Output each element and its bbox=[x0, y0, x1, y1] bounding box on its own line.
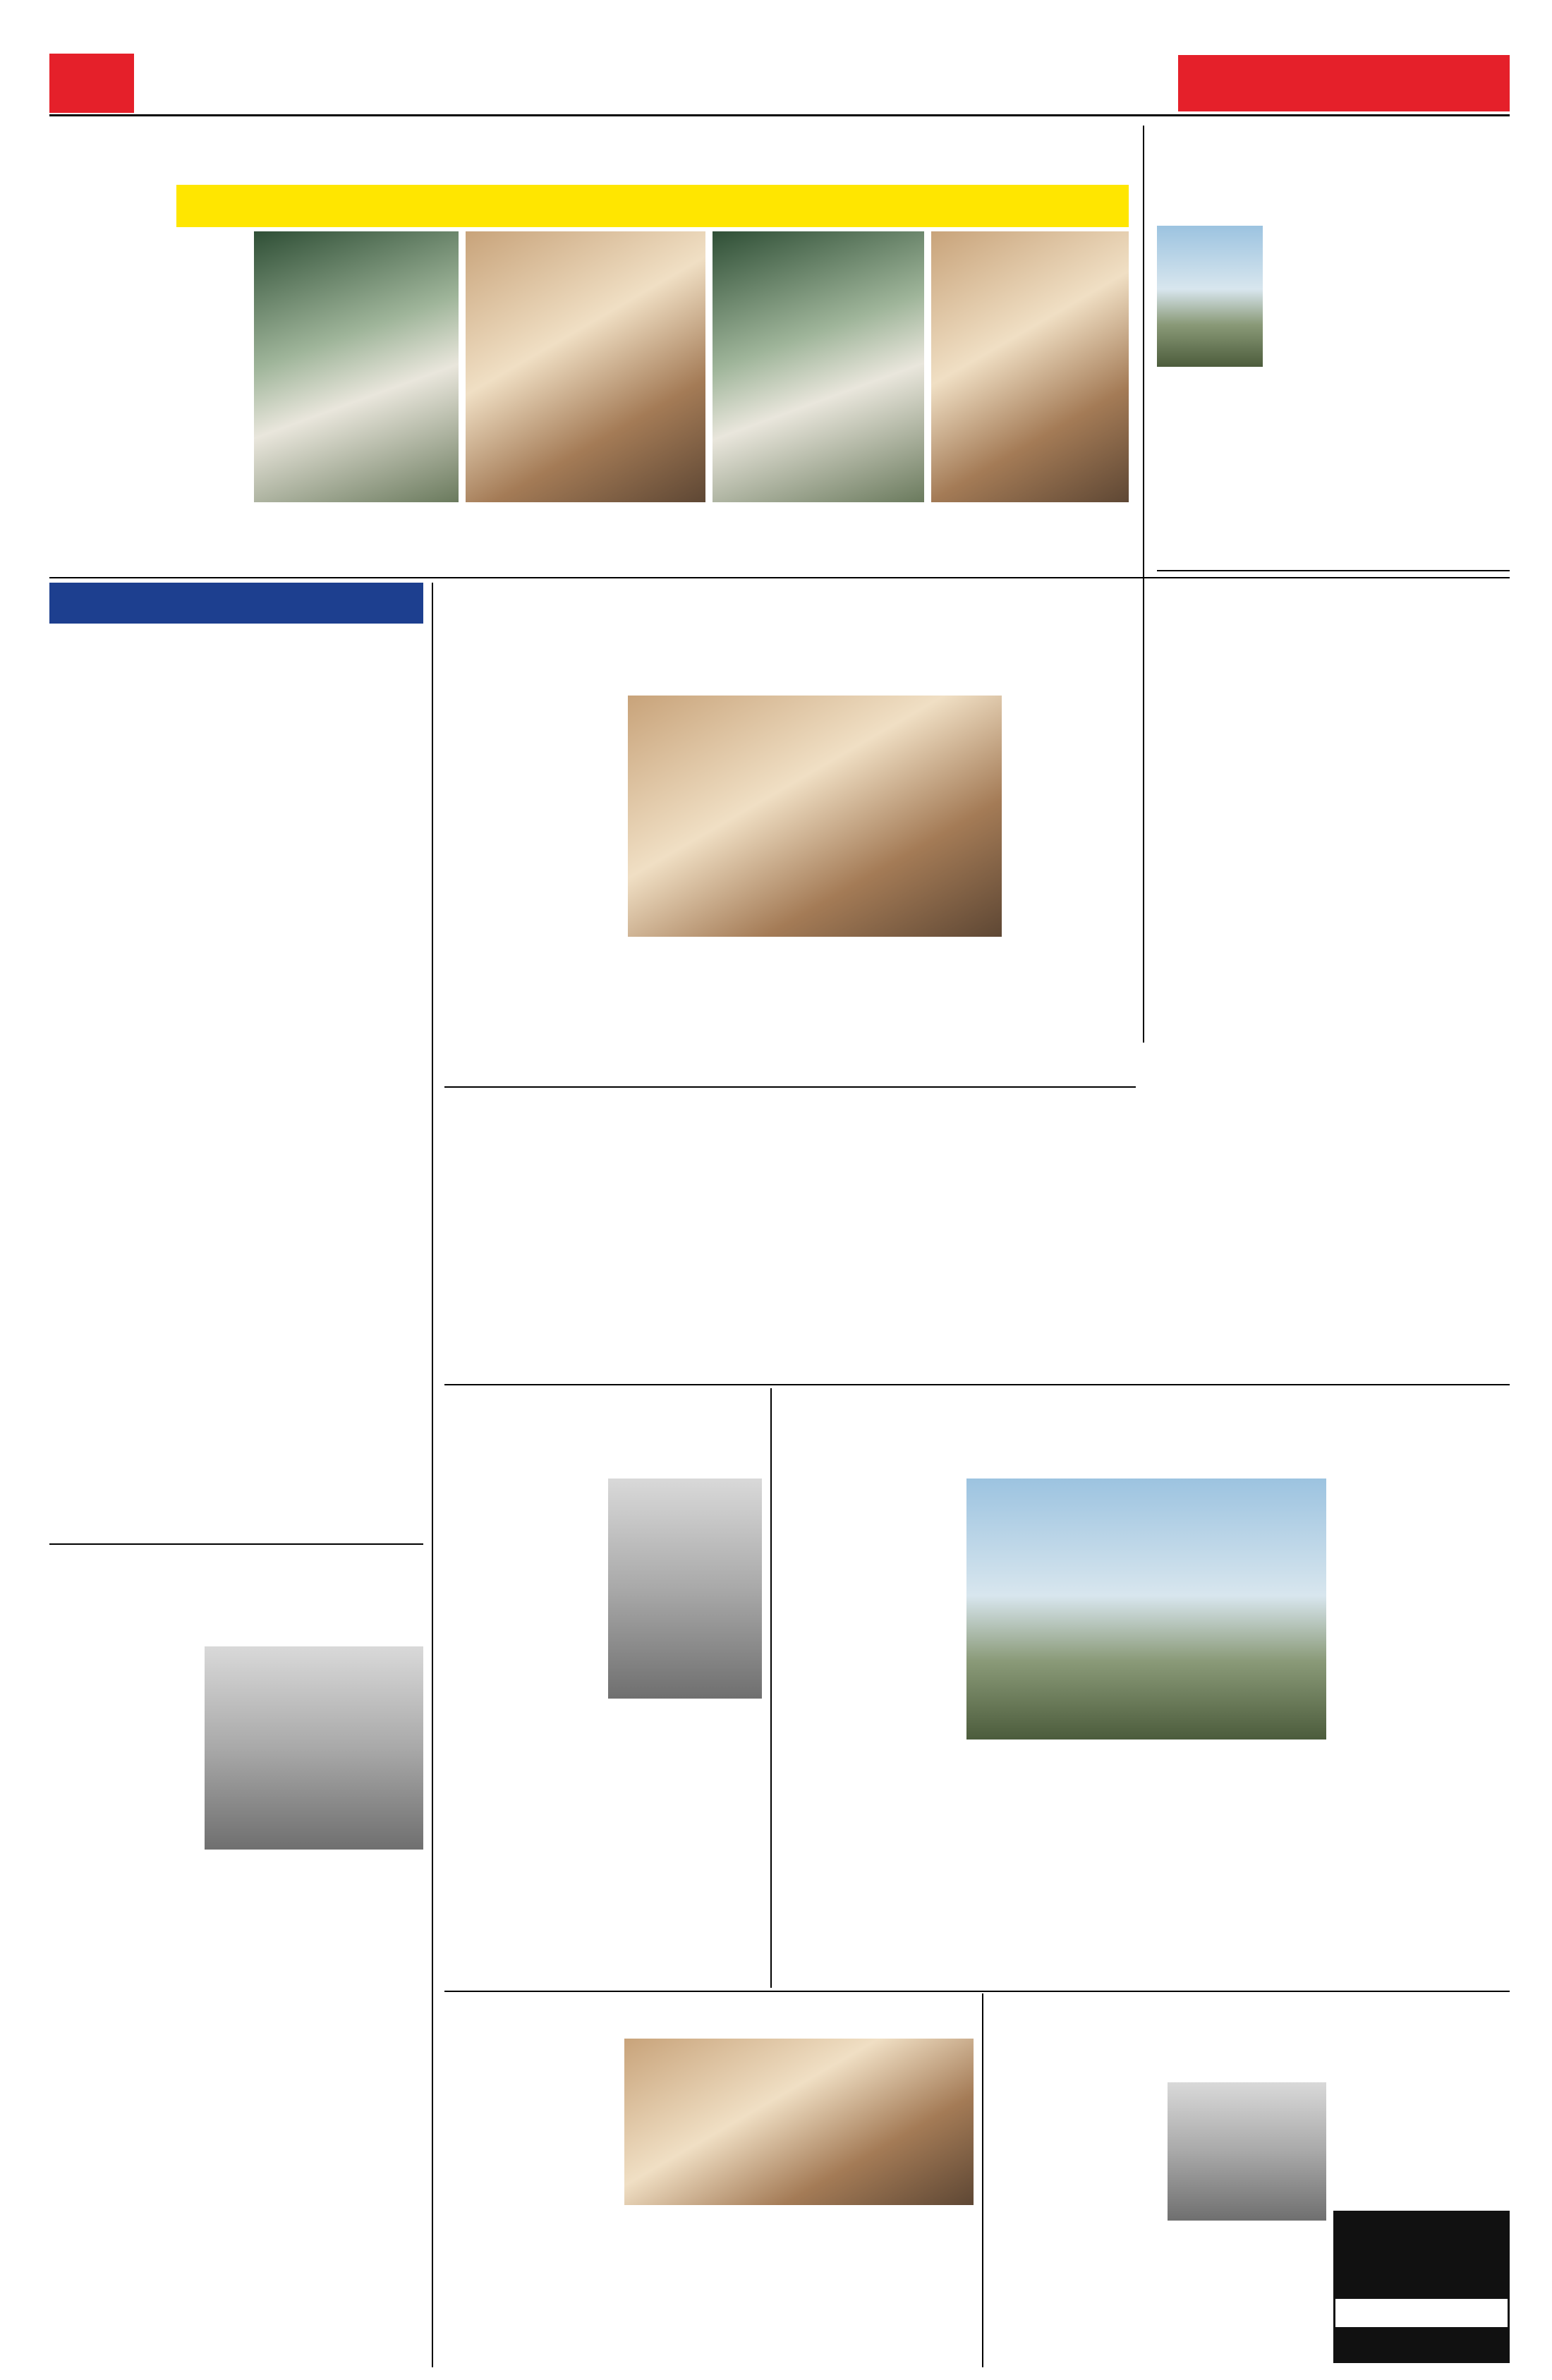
cg-city-byline bbox=[49, 1624, 423, 1644]
shikhar-photo bbox=[1157, 226, 1263, 367]
kargil-headline bbox=[783, 1388, 1510, 1473]
shikhar-rule-bottom bbox=[1157, 570, 1510, 571]
mla-divider bbox=[770, 1388, 772, 1988]
lead-photo-1 bbox=[254, 231, 459, 502]
odf-col-1 bbox=[444, 1143, 610, 1380]
teacher-col-3 bbox=[801, 2209, 974, 2363]
page-header bbox=[49, 51, 1510, 116]
teacher-divider bbox=[982, 1993, 983, 2367]
ad-phone bbox=[1340, 2330, 1503, 2358]
bihar-col-3 bbox=[1333, 2082, 1510, 2206]
odf-col-3 bbox=[790, 1143, 956, 1380]
lead-col-6 bbox=[847, 506, 1129, 573]
mla-photo bbox=[608, 1479, 762, 1699]
kalam-headline bbox=[444, 584, 1136, 690]
page-number bbox=[49, 54, 134, 113]
kalam-rule-bottom bbox=[444, 1086, 1136, 1088]
odf-rule-bottom bbox=[444, 1384, 1510, 1385]
lead-col-2 bbox=[254, 506, 430, 573]
shikhar-headline bbox=[1157, 127, 1510, 219]
ad-name bbox=[1340, 2259, 1503, 2296]
contact-ad bbox=[1333, 2211, 1510, 2363]
lead-subheadline bbox=[176, 185, 1129, 227]
right-col-divider-1 bbox=[1143, 126, 1144, 1043]
odf-col-4 bbox=[963, 1143, 1136, 1380]
lead-photo-4 bbox=[931, 231, 1129, 502]
ek-nazar-body bbox=[49, 714, 423, 1539]
lead-col-1 bbox=[49, 231, 247, 570]
cg-city-col-1 bbox=[49, 1646, 198, 1850]
mla-body bbox=[444, 1701, 762, 1988]
shikhar-body bbox=[1270, 226, 1510, 568]
header-rule bbox=[49, 114, 1510, 116]
kargil-col-1 bbox=[783, 1479, 959, 1986]
ad-title bbox=[1335, 2299, 1508, 2327]
kargil-photo bbox=[966, 1479, 1326, 1740]
page-date bbox=[148, 71, 515, 99]
section-title bbox=[656, 61, 1023, 106]
mla-rule-bottom bbox=[444, 1991, 1510, 1992]
mla-col-1 bbox=[444, 1479, 603, 1699]
ek-nazar-rule-bottom bbox=[49, 1543, 423, 1545]
bihar-photo bbox=[1168, 2082, 1326, 2221]
kalam-col-3 bbox=[818, 942, 1002, 1082]
cg-city-body bbox=[49, 1854, 423, 2363]
lead-col-3 bbox=[437, 506, 642, 573]
lead-photo-2 bbox=[466, 231, 705, 502]
ad-line-1 bbox=[1340, 2217, 1503, 2257]
teacher-photo bbox=[624, 2039, 974, 2205]
odf-headline bbox=[444, 1089, 1136, 1140]
mla-headline bbox=[444, 1388, 762, 1473]
kargil-col-2 bbox=[966, 1744, 1326, 1986]
bihar-col-1 bbox=[991, 2082, 1160, 2363]
left-col-divider bbox=[432, 583, 433, 2367]
kalam-col-4 bbox=[1009, 696, 1136, 1082]
teacher-col-2 bbox=[624, 2209, 794, 2363]
teacher-headline bbox=[444, 1993, 974, 2036]
lead-headline bbox=[49, 126, 1122, 183]
cg-city-photo bbox=[205, 1646, 423, 1850]
cg-city-headline bbox=[49, 1548, 423, 1621]
lead-photo-3 bbox=[713, 231, 924, 502]
kalam-col-1 bbox=[444, 696, 621, 1082]
machhuara-col-2 bbox=[1337, 714, 1510, 1391]
machhuara-headline bbox=[1157, 573, 1510, 711]
bihar-col-2 bbox=[1168, 2225, 1326, 2363]
kalam-photo bbox=[628, 696, 1002, 937]
bihar-headline bbox=[991, 1993, 1510, 2078]
teacher-col-1 bbox=[444, 2039, 617, 2363]
ek-nazar-headline bbox=[49, 628, 423, 711]
masthead bbox=[1178, 55, 1510, 111]
kargil-col-3 bbox=[1333, 1479, 1510, 1986]
odf-col-2 bbox=[617, 1143, 783, 1380]
ek-nazar-label bbox=[49, 583, 423, 624]
kalam-col-2 bbox=[628, 942, 811, 1082]
machhuara-col-1 bbox=[1157, 714, 1330, 1391]
lead-col-4 bbox=[649, 506, 839, 573]
